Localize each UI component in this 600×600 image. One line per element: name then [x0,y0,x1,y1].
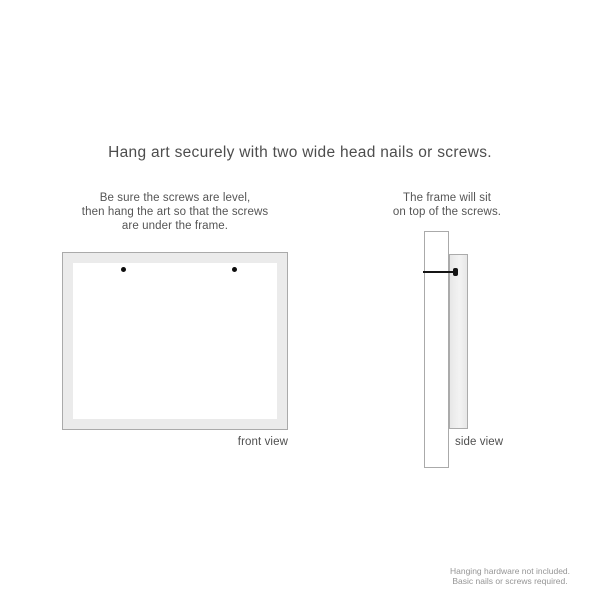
hardware-footnote [430,567,590,586]
front-instruction-line-2: then hang the art so that the screws [81,206,269,218]
side-instruction-line-1: The frame will sit [402,192,492,204]
nail-shaft [423,271,456,273]
front-view-caption: front view [237,436,288,448]
front-instruction-line-3: are under the frame. [121,220,229,232]
frame-front-view [62,252,288,430]
front-instruction-line-1: Be sure the screws are level, [99,192,251,204]
nail-icon [423,268,461,276]
screw-dot-icon [232,267,237,272]
screw-dot-icon [121,267,126,272]
page-title: Hang art securely with two wide head nails or screws. [108,144,492,161]
footnote-line-2: Basic nails or screws required. [452,575,568,586]
side-instruction-line-2: on top of the screws. [392,206,502,218]
wall-side-view [424,231,449,468]
side-view-instructions [362,191,532,219]
nail-head [453,268,458,276]
footnote-line-1: Hanging hardware not included. [449,566,571,576]
side-view-caption: side view [455,436,504,448]
frame-side-view [449,254,468,429]
frame-opening [73,263,277,419]
front-view-instructions [30,191,320,233]
